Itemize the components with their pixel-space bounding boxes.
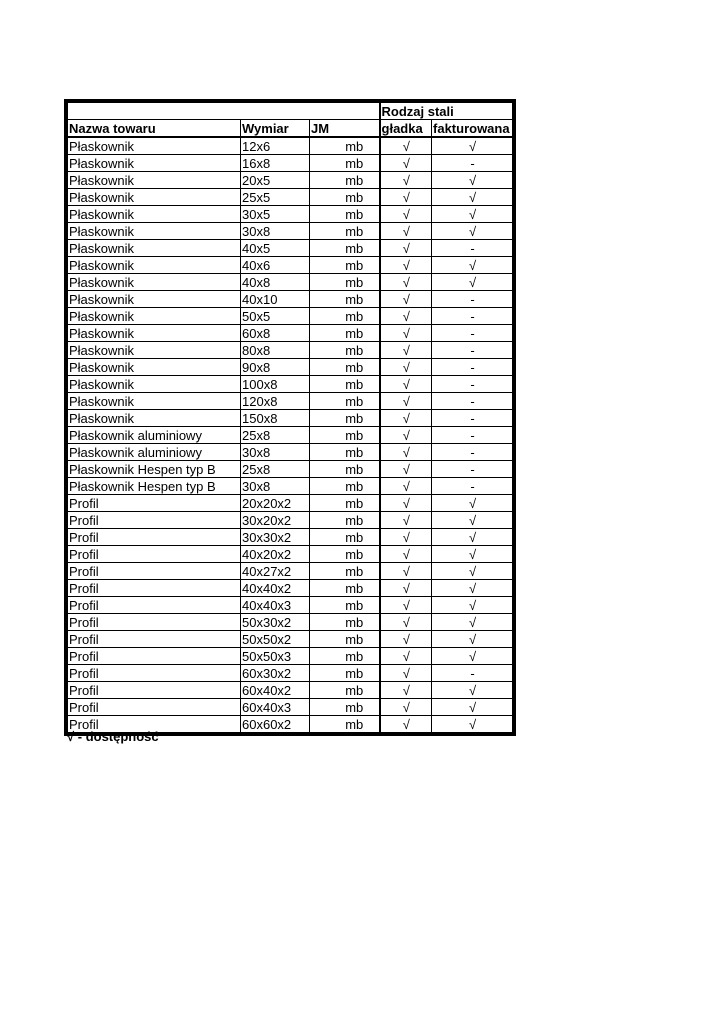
cell-textured: √ xyxy=(432,189,513,206)
cell-textured: √ xyxy=(432,274,513,291)
cell-textured: - xyxy=(432,155,513,172)
cell-dimension: 50x50x3 xyxy=(241,648,310,665)
cell-unit: mb xyxy=(310,359,380,376)
cell-name: Płaskownik xyxy=(68,206,241,223)
cell-dimension: 40x40x3 xyxy=(241,597,310,614)
cell-dimension: 40x20x2 xyxy=(241,546,310,563)
cell-name: Profil xyxy=(68,716,241,733)
cell-smooth: √ xyxy=(380,376,432,393)
cell-dimension: 20x5 xyxy=(241,172,310,189)
cell-textured: √ xyxy=(432,172,513,189)
cell-textured: √ xyxy=(432,580,513,597)
cell-unit: mb xyxy=(310,648,380,665)
cell-smooth: √ xyxy=(380,172,432,189)
cell-dimension: 40x5 xyxy=(241,240,310,257)
cell-textured: - xyxy=(432,427,513,444)
cell-dimension: 90x8 xyxy=(241,359,310,376)
cell-textured: √ xyxy=(432,529,513,546)
cell-name: Profil xyxy=(68,614,241,631)
cell-name: Płaskownik xyxy=(68,342,241,359)
cell-unit: mb xyxy=(310,240,380,257)
cell-textured: - xyxy=(432,478,513,495)
cell-smooth: √ xyxy=(380,308,432,325)
cell-textured: √ xyxy=(432,631,513,648)
cell-name: Profil xyxy=(68,495,241,512)
cell-unit: mb xyxy=(310,325,380,342)
cell-smooth: √ xyxy=(380,682,432,699)
cell-name: Płaskownik Hespen typ B xyxy=(68,461,241,478)
table-row xyxy=(68,631,513,648)
cell-unit: mb xyxy=(310,427,380,444)
cell-smooth: √ xyxy=(380,342,432,359)
cell-unit: mb xyxy=(310,631,380,648)
cell-unit: mb xyxy=(310,172,380,189)
cell-smooth: √ xyxy=(380,257,432,274)
table-row xyxy=(68,172,513,189)
cell-unit: mb xyxy=(310,495,380,512)
cell-smooth: √ xyxy=(380,291,432,308)
cell-dimension: 40x40x2 xyxy=(241,580,310,597)
cell-name: Płaskownik xyxy=(68,410,241,427)
table-row xyxy=(68,495,513,512)
cell-name: Płaskownik xyxy=(68,172,241,189)
cell-name: Profil xyxy=(68,665,241,682)
cell-unit: mb xyxy=(310,308,380,325)
cell-unit: mb xyxy=(310,529,380,546)
cell-dimension: 40x10 xyxy=(241,291,310,308)
cell-smooth: √ xyxy=(380,512,432,529)
cell-dimension: 150x8 xyxy=(241,410,310,427)
cell-name: Profil xyxy=(68,580,241,597)
cell-name: Profil xyxy=(68,512,241,529)
table-row xyxy=(68,427,513,444)
cell-dimension: 50x30x2 xyxy=(241,614,310,631)
table-row xyxy=(68,274,513,291)
cell-unit: mb xyxy=(310,546,380,563)
cell-name: Płaskownik xyxy=(68,359,241,376)
cell-smooth: √ xyxy=(380,495,432,512)
cell-smooth: √ xyxy=(380,563,432,580)
cell-textured: √ xyxy=(432,597,513,614)
cell-unit: mb xyxy=(310,342,380,359)
cell-smooth: √ xyxy=(380,478,432,495)
table-row xyxy=(68,325,513,342)
cell-name: Płaskownik xyxy=(68,240,241,257)
cell-name: Profil xyxy=(68,529,241,546)
column-header-dimension: Wymiar xyxy=(241,120,310,138)
cell-dimension: 40x27x2 xyxy=(241,563,310,580)
cell-textured: - xyxy=(432,291,513,308)
table-row xyxy=(68,137,513,155)
column-header-unit: JM xyxy=(310,120,380,138)
cell-dimension: 30x5 xyxy=(241,206,310,223)
cell-dimension: 30x8 xyxy=(241,478,310,495)
cell-textured: - xyxy=(432,325,513,342)
cell-textured: √ xyxy=(432,512,513,529)
table-body xyxy=(68,137,513,733)
table-row xyxy=(68,665,513,682)
cell-unit: mb xyxy=(310,376,380,393)
cell-dimension: 40x8 xyxy=(241,274,310,291)
cell-dimension: 30x8 xyxy=(241,223,310,240)
cell-textured: √ xyxy=(432,699,513,716)
cell-dimension: 25x8 xyxy=(241,461,310,478)
cell-smooth: √ xyxy=(380,614,432,631)
cell-dimension: 60x30x2 xyxy=(241,665,310,682)
cell-unit: mb xyxy=(310,189,380,206)
cell-smooth: √ xyxy=(380,648,432,665)
cell-unit: mb xyxy=(310,155,380,172)
cell-textured: - xyxy=(432,308,513,325)
cell-unit: mb xyxy=(310,563,380,580)
cell-smooth: √ xyxy=(380,223,432,240)
table-row xyxy=(68,223,513,240)
cell-name: Płaskownik xyxy=(68,257,241,274)
cell-textured: √ xyxy=(432,648,513,665)
cell-smooth: √ xyxy=(380,699,432,716)
cell-name: Płaskownik xyxy=(68,223,241,240)
cell-name: Profil xyxy=(68,631,241,648)
cell-smooth: √ xyxy=(380,580,432,597)
cell-name: Profil xyxy=(68,682,241,699)
cell-unit: mb xyxy=(310,682,380,699)
cell-name: Profil xyxy=(68,546,241,563)
cell-name: Płaskownik xyxy=(68,393,241,410)
cell-unit: mb xyxy=(310,223,380,240)
cell-textured: √ xyxy=(432,223,513,240)
table-row xyxy=(68,240,513,257)
cell-name: Płaskownik Hespen typ B xyxy=(68,478,241,495)
cell-textured: - xyxy=(432,240,513,257)
table-row xyxy=(68,512,513,529)
cell-textured: - xyxy=(432,393,513,410)
cell-dimension: 20x20x2 xyxy=(241,495,310,512)
cell-unit: mb xyxy=(310,393,380,410)
table-row xyxy=(68,682,513,699)
cell-unit: mb xyxy=(310,478,380,495)
cell-unit: mb xyxy=(310,614,380,631)
table-row xyxy=(68,648,513,665)
cell-smooth: √ xyxy=(380,444,432,461)
cell-smooth: √ xyxy=(380,665,432,682)
product-table xyxy=(67,102,513,733)
table-row xyxy=(68,614,513,631)
cell-unit: mb xyxy=(310,665,380,682)
cell-unit: mb xyxy=(310,580,380,597)
cell-textured: - xyxy=(432,444,513,461)
cell-unit: mb xyxy=(310,274,380,291)
cell-textured: - xyxy=(432,461,513,478)
table-row xyxy=(68,444,513,461)
table-row xyxy=(68,580,513,597)
cell-unit: mb xyxy=(310,257,380,274)
cell-textured: - xyxy=(432,376,513,393)
table-row xyxy=(68,257,513,274)
cell-smooth: √ xyxy=(380,359,432,376)
table-row xyxy=(68,699,513,716)
cell-name: Profil xyxy=(68,597,241,614)
table-row xyxy=(68,478,513,495)
column-header-smooth: gładka xyxy=(380,120,432,138)
availability-legend: √ - dostępność xyxy=(67,729,159,744)
cell-name: Płaskownik xyxy=(68,155,241,172)
cell-dimension: 25x5 xyxy=(241,189,310,206)
cell-dimension: 60x40x2 xyxy=(241,682,310,699)
cell-unit: mb xyxy=(310,137,380,155)
cell-name: Profil xyxy=(68,648,241,665)
table-row xyxy=(68,308,513,325)
cell-name: Płaskownik xyxy=(68,274,241,291)
group-header-blank xyxy=(68,103,380,120)
cell-smooth: √ xyxy=(380,155,432,172)
cell-name: Płaskownik xyxy=(68,291,241,308)
cell-dimension: 30x8 xyxy=(241,444,310,461)
cell-name: Płaskownik aluminiowy xyxy=(68,427,241,444)
cell-smooth: √ xyxy=(380,427,432,444)
cell-unit: mb xyxy=(310,444,380,461)
cell-smooth: √ xyxy=(380,189,432,206)
cell-smooth: √ xyxy=(380,393,432,410)
cell-smooth: √ xyxy=(380,274,432,291)
cell-smooth: √ xyxy=(380,410,432,427)
cell-dimension: 25x8 xyxy=(241,427,310,444)
table-row xyxy=(68,597,513,614)
cell-name: Płaskownik xyxy=(68,376,241,393)
cell-smooth: √ xyxy=(380,631,432,648)
cell-textured: - xyxy=(432,342,513,359)
cell-dimension: 40x6 xyxy=(241,257,310,274)
cell-unit: mb xyxy=(310,461,380,478)
table-row xyxy=(68,461,513,478)
table-row xyxy=(68,546,513,563)
cell-unit: mb xyxy=(310,512,380,529)
cell-smooth: √ xyxy=(380,461,432,478)
cell-textured: - xyxy=(432,665,513,682)
cell-smooth: √ xyxy=(380,240,432,257)
cell-name: Profil xyxy=(68,563,241,580)
steel-type-group-header: Rodzaj stali xyxy=(380,103,513,120)
cell-unit: mb xyxy=(310,716,380,733)
cell-dimension: 16x8 xyxy=(241,155,310,172)
cell-smooth: √ xyxy=(380,716,432,733)
cell-textured: √ xyxy=(432,614,513,631)
cell-dimension: 100x8 xyxy=(241,376,310,393)
cell-smooth: √ xyxy=(380,597,432,614)
cell-dimension: 50x5 xyxy=(241,308,310,325)
cell-name: Płaskownik xyxy=(68,137,241,155)
cell-smooth: √ xyxy=(380,546,432,563)
cell-unit: mb xyxy=(310,699,380,716)
cell-unit: mb xyxy=(310,291,380,308)
cell-name: Płaskownik xyxy=(68,308,241,325)
cell-dimension: 30x20x2 xyxy=(241,512,310,529)
table-group-header-row xyxy=(68,103,513,120)
cell-textured: - xyxy=(432,359,513,376)
cell-dimension: 60x40x3 xyxy=(241,699,310,716)
cell-textured: √ xyxy=(432,716,513,733)
cell-textured: √ xyxy=(432,206,513,223)
table-row xyxy=(68,410,513,427)
cell-textured: √ xyxy=(432,137,513,155)
cell-textured: √ xyxy=(432,257,513,274)
cell-dimension: 60x60x2 xyxy=(241,716,310,733)
table-row xyxy=(68,342,513,359)
table-row xyxy=(68,206,513,223)
cell-unit: mb xyxy=(310,206,380,223)
cell-smooth: √ xyxy=(380,529,432,546)
cell-textured: √ xyxy=(432,546,513,563)
cell-textured: - xyxy=(432,410,513,427)
cell-dimension: 120x8 xyxy=(241,393,310,410)
cell-dimension: 80x8 xyxy=(241,342,310,359)
table-row xyxy=(68,291,513,308)
cell-smooth: √ xyxy=(380,206,432,223)
table-column-header-row xyxy=(68,120,513,138)
table-row xyxy=(68,529,513,546)
cell-textured: √ xyxy=(432,495,513,512)
cell-name: Płaskownik aluminiowy xyxy=(68,444,241,461)
column-header-name: Nazwa towaru xyxy=(68,120,241,138)
cell-dimension: 12x6 xyxy=(241,137,310,155)
cell-textured: √ xyxy=(432,682,513,699)
cell-dimension: 60x8 xyxy=(241,325,310,342)
cell-textured: √ xyxy=(432,563,513,580)
cell-unit: mb xyxy=(310,410,380,427)
cell-name: Profil xyxy=(68,699,241,716)
table-row xyxy=(68,563,513,580)
cell-name: Płaskownik xyxy=(68,189,241,206)
column-header-textured: fakturowana xyxy=(432,120,513,138)
table-row xyxy=(68,359,513,376)
cell-smooth: √ xyxy=(380,137,432,155)
cell-dimension: 30x30x2 xyxy=(241,529,310,546)
table-row xyxy=(68,376,513,393)
cell-name: Płaskownik xyxy=(68,325,241,342)
cell-smooth: √ xyxy=(380,325,432,342)
product-table-container xyxy=(64,99,516,736)
cell-dimension: 50x50x2 xyxy=(241,631,310,648)
cell-unit: mb xyxy=(310,597,380,614)
table-row xyxy=(68,155,513,172)
table-row xyxy=(68,189,513,206)
table-row xyxy=(68,393,513,410)
